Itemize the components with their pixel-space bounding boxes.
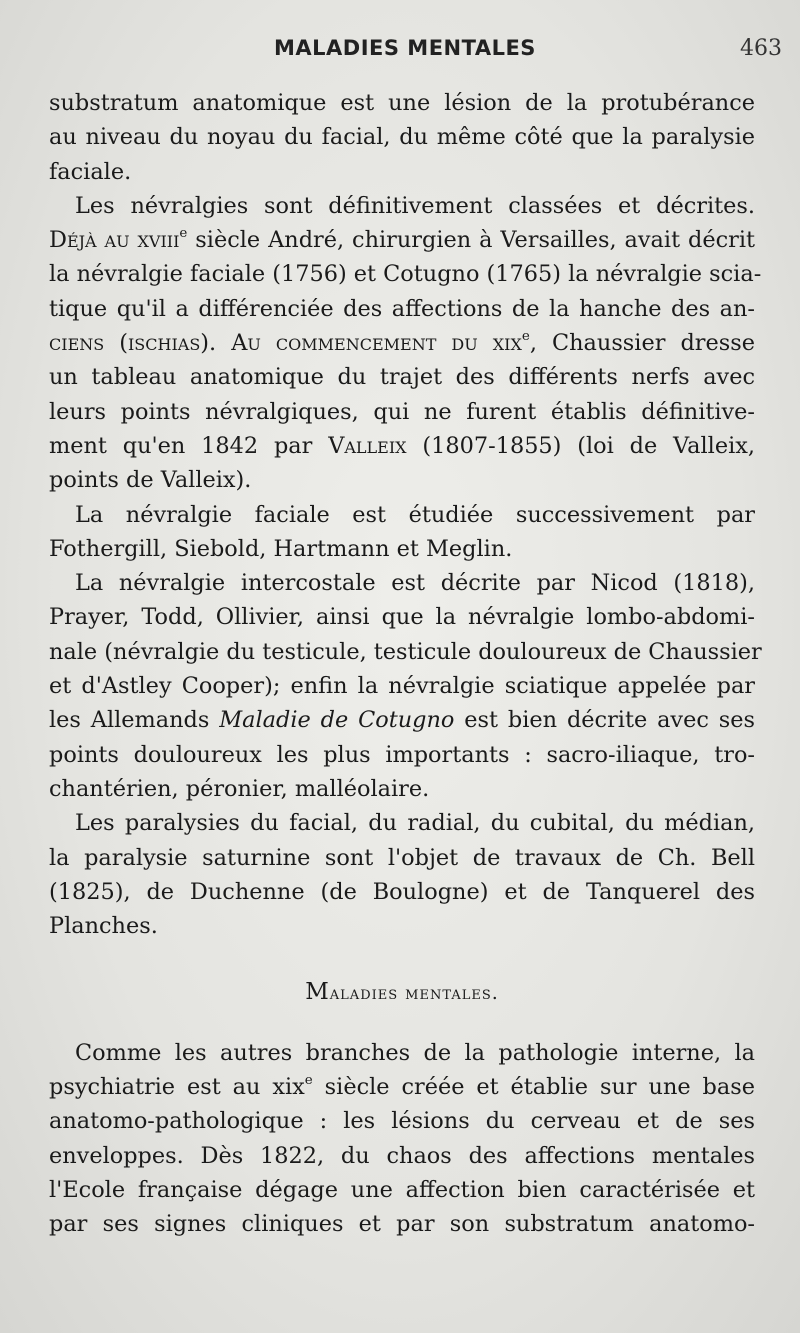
text-span: siècle André, chirurgien à Versailles, avait décrit — [187, 227, 755, 254]
page-number: 463 — [740, 36, 782, 61]
text-line — [49, 429, 755, 463]
paragraph — [49, 566, 762, 806]
text-line: Les névralgies sont définitivement classées et décrites. — [75, 192, 755, 219]
running-head — [0, 36, 800, 68]
text-line: la névralgie faciale (1756) et Cotugno (1765) la névralgie scia- — [49, 261, 762, 288]
text-line: l'Ecole française dégage une affection bien caractérisée et — [49, 1176, 755, 1203]
paragraph — [49, 1036, 755, 1242]
superscript: e — [304, 1072, 313, 1088]
text-span: ment qu'en 1842 par — [49, 432, 329, 459]
text-line: nale (névralgie du testicule, testicule douloureux de Chaussier — [49, 638, 762, 665]
paragraph — [49, 86, 755, 189]
text-line: leurs points névralgiques, qui ne furent établis définitive- — [49, 398, 755, 425]
text-span: Déjà au xviii — [49, 227, 180, 254]
text-line: un tableau anatomique du trajet des différents nerfs avec — [49, 364, 755, 391]
text-line: chantérien, péronier, malléolaire. — [49, 775, 430, 802]
text-line: Les paralysies du facial, du radial, du cubital, du médian, — [75, 810, 755, 837]
text-line: Fothergill, Siebold, Hartmann et Meglin. — [49, 535, 513, 562]
text-line: Comme les autres branches de la pathologie interne, la — [75, 1039, 755, 1066]
text-line: et d'Astley Cooper); enfin la névralgie sciatique appelée par — [49, 673, 755, 700]
text-line: La névralgie faciale est étudiée successivement par — [75, 501, 755, 528]
text-span: , Chaussier dresse — [529, 330, 755, 357]
text-line — [49, 1070, 755, 1104]
paragraph — [49, 498, 755, 567]
text-span: siècle créée et établie sur une base — [312, 1074, 755, 1101]
superscript: e — [179, 225, 188, 241]
superscript: e — [521, 328, 530, 344]
italic-term: Maladie de Cotugno — [219, 707, 455, 734]
text-line: points douloureux les plus importants : sacro-iliaque, tro- — [49, 741, 755, 768]
heading-rest: aladies mentales. — [329, 982, 499, 1005]
text-span: ciens (ischias). Au commencement du xix — [49, 330, 522, 357]
text-line: La névralgie intercostale est décrite par Nicod (1818), — [75, 570, 755, 597]
text-line: (1825), de Duchenne (de Boulogne) et de Tanquerel des — [49, 878, 755, 905]
text-line: substratum anatomique est une lésion de la protubérance — [49, 90, 755, 116]
text-line: faciale. — [49, 158, 132, 185]
text-line: points de Valleix). — [49, 467, 252, 494]
running-title: MALADIES MENTALES — [274, 36, 536, 60]
paragraph — [49, 806, 755, 943]
text-line: Prayer, Todd, Ollivier, ainsi que la névralgie lombo-abdomi- — [49, 604, 755, 631]
body-text — [49, 86, 762, 1242]
text-span: les Allemands — [49, 707, 220, 734]
text-line: au niveau du noyau du facial, du même côté que la paralysie — [49, 124, 755, 151]
text-line: Planches. — [49, 913, 158, 940]
section-heading — [49, 975, 755, 1009]
text-span: psychiatrie est au xix — [49, 1074, 305, 1101]
text-line — [49, 326, 755, 360]
author-name: Valleix — [328, 432, 407, 459]
text-line: par ses signes cliniques et par son substratum anatomo- — [49, 1211, 755, 1238]
text-line: la paralysie saturnine sont l'objet de travaux de Ch. Bell — [49, 844, 755, 871]
text-line — [49, 223, 755, 257]
heading-initial: M — [305, 979, 330, 1006]
text-span: est bien décrite avec ses — [454, 707, 755, 734]
text-span: (1807-1855) (loi de Valleix, — [406, 432, 755, 459]
paragraph — [49, 189, 762, 498]
text-line: tique qu'il a différenciée des affections de la hanche des an- — [49, 295, 755, 322]
text-line: anatomo-pathologique : les lésions du cerveau et de ses — [49, 1108, 755, 1135]
text-line — [49, 703, 755, 737]
text-line: enveloppes. Dès 1822, du chaos des affections mentales — [49, 1142, 755, 1169]
